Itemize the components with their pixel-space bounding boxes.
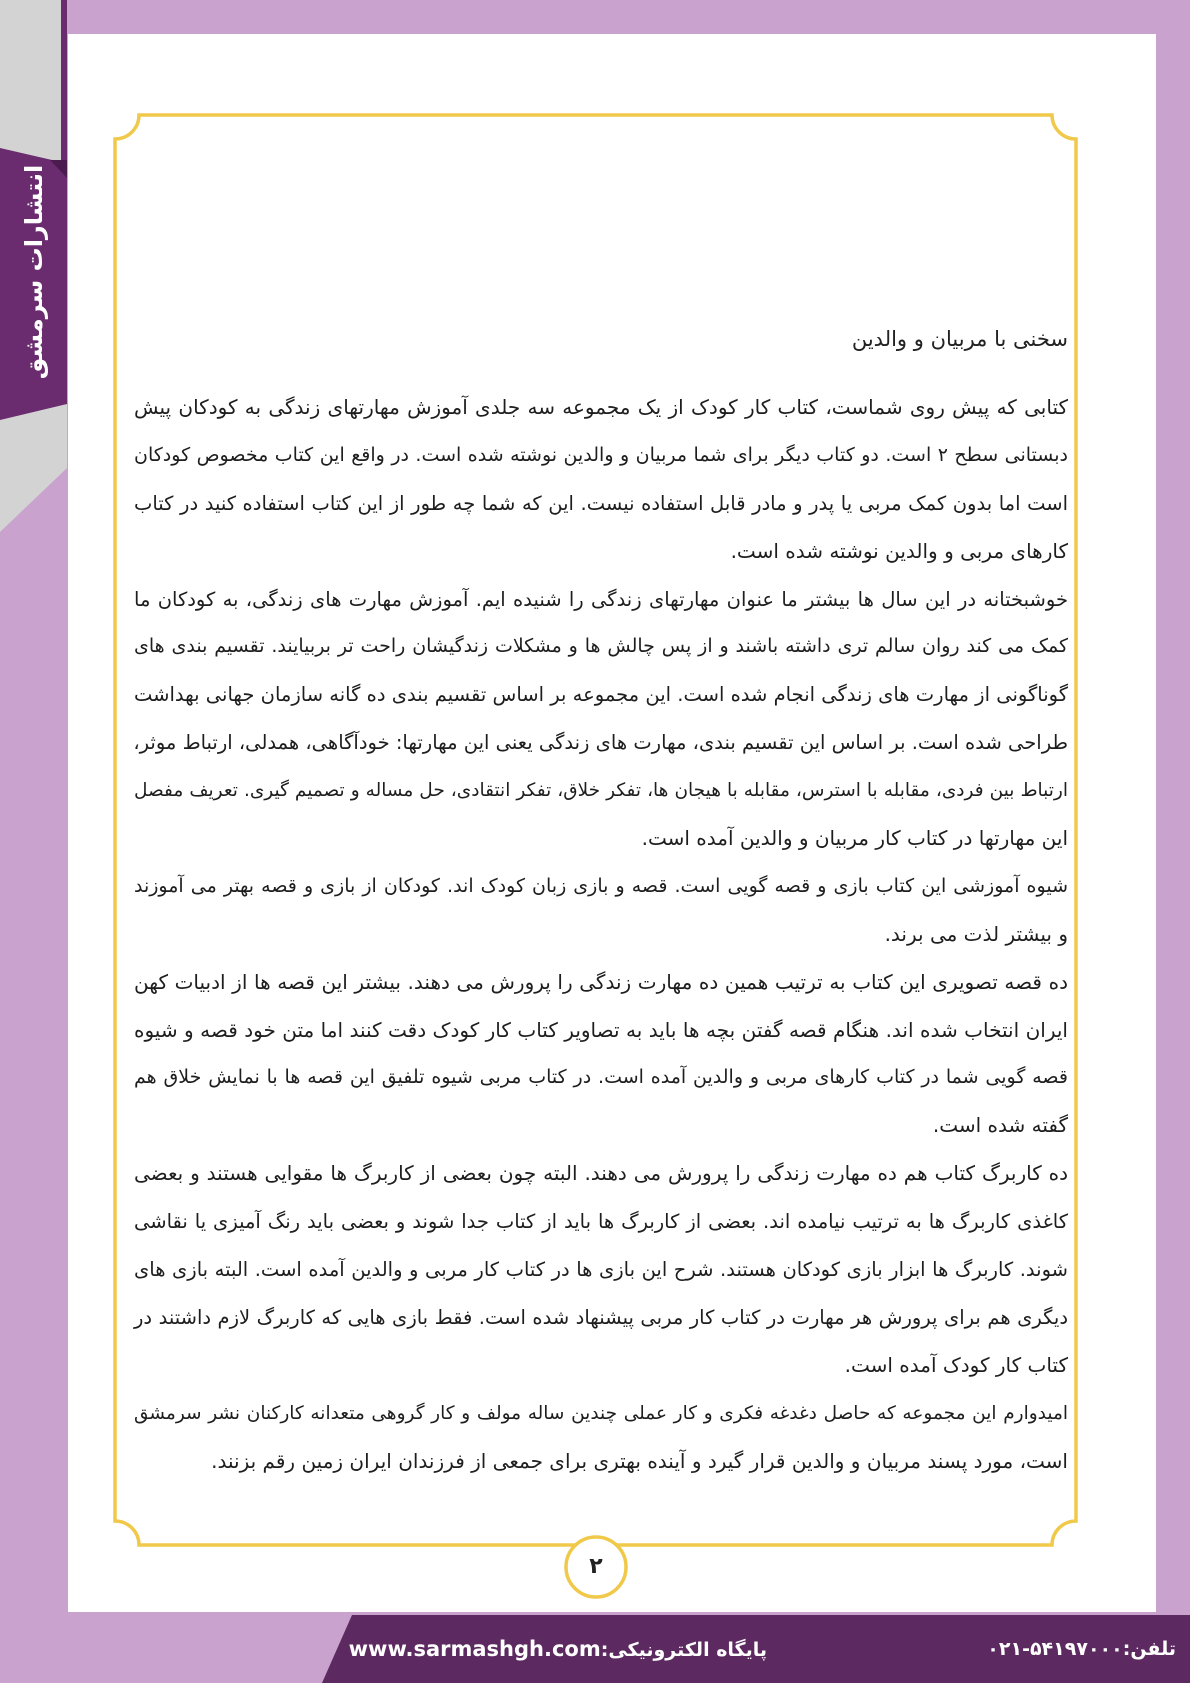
text-line: قصه گویی شما در کتاب کارهای مربی و والدین آمده است. در کتاب مربی شیوه تلفیق این قصه ها با نمایش خلاق هم xyxy=(134,1066,1068,1089)
paragraph xyxy=(134,1150,1068,1389)
text-line: ایران انتخاب شده اند. هنگام قصه گفتن بچه ها باید به تصاویر کتاب کار کودک دقت کنند اما متن خود قصه و شیوه xyxy=(134,1017,1068,1042)
text-line: است اما بدون کمک مربی یا پدر و مادر قابل استفاده نیست. این که شما چه طور از این کتاب استفاده کنید در کتاب xyxy=(134,491,1068,515)
text-line: و بیشتر لذت می برند. xyxy=(884,921,1068,946)
text-line: ارتباط بین فردی، مقابله با استرس، مقابله با هیجان ها، تفکر خلاق، تفکر انتقادی، حل مساله و تصمیم گیری. تعریف مفصل xyxy=(134,780,1068,802)
page-title: سخنی با مربیان و والدین xyxy=(851,327,1068,351)
text-line: است، مورد پسند مربیان و والدین قرار گیرد و آینده بهتری برای جمعی از فرزندان ایران زمین رقم بزنند. xyxy=(211,1448,1068,1473)
text-line: خوشبختانه در این سال ها بیشتر ما عنوان مهارتهای زندگی را شنیده ایم. آموزش مهارت های زندگی، به کودکان ما xyxy=(134,587,1068,611)
website-label: پایگاه الکترونیکی: xyxy=(600,1639,767,1661)
ribbon-stripe xyxy=(61,0,67,175)
publisher-name: انتشارات سرمشق xyxy=(20,164,48,380)
paragraph xyxy=(134,384,1068,576)
text-line: کتابی که پیش روی شماست، کتاب کار کودک از یک مجموعه سه جلدی آموزش مهارتهای زندگی به کودکان پیش xyxy=(134,395,1068,419)
phone-label: تلفن: xyxy=(1122,1638,1176,1660)
phone-number: ۰۲۱-۵۴۱۹۷۰۰۰ xyxy=(987,1638,1123,1660)
text-line: گفته شده است. xyxy=(932,1113,1068,1138)
paragraph xyxy=(134,576,1068,863)
website-url: www.sarmashgh.com xyxy=(348,1637,601,1661)
paragraph xyxy=(134,863,1068,959)
text-line: شوند. کاربرگ ها ابزار بازی کودکان هستند. شرح این بازی ها در کتاب کار مربی و والدین آمده است. البته بازی های xyxy=(134,1258,1068,1282)
text-line: کمک می کند روان سالم تری داشته باشند و از پس چالش ها و مشکلات زندگیشان راحت تر بربیایند. تقسیم بندی های xyxy=(134,635,1068,658)
paragraph xyxy=(134,959,1068,1151)
paragraph xyxy=(134,1390,1068,1486)
text-line: ده قصه تصویری این کتاب به ترتیب همین ده مهارت زندگی را پرورش می دهند. بیشتر این قصه ها از ادبیات کهن xyxy=(134,969,1068,994)
text-line: طراحی شده است. بر اساس این تقسیم بندی، مهارت های زندگی یعنی این مهارتها: خودآگاهی، همدلی، ارتباط موثر، xyxy=(133,731,1068,755)
text-line: کاغذی کاربرگ ها به ترتیب نیامده اند. بعضی از کاربرگ ها باید از کتاب جدا شوند و بعضی باید رنگ آمیزی یا نقاشی xyxy=(134,1210,1068,1234)
page-number: ۲ xyxy=(589,1554,603,1579)
text-line: ده کاربرگ کتاب هم ده مهارت زندگی را پرورش می دهند. البته چون بعضی از کاربرگ ها مقوایی هستند و بعضی xyxy=(134,1161,1068,1186)
text-line: کتاب کار کودک آمده است. xyxy=(844,1352,1068,1377)
text-line: کارهای مربی و والدین نوشته شده است. xyxy=(730,538,1068,563)
body-text xyxy=(134,384,1068,1485)
website-info xyxy=(341,1630,767,1668)
text-line: شیوه آموزشی این کتاب بازی و قصه گویی است. قصه و بازی زبان کودک اند. کودکان از بازی و قصه بهتر می آموزند xyxy=(134,874,1068,897)
phone-info xyxy=(979,1630,1176,1668)
text-line: گوناگونی از مهارت های زندگی انجام شده است. این مجموعه بر اساس تقسیم بندی ده گانه سازمان جهانی بهداشت xyxy=(134,683,1068,707)
text-line: این مهارتها در کتاب کار مربیان و والدین آمده است. xyxy=(641,826,1068,851)
text-line: دبستانی سطح ۲ است. دو کتاب دیگر برای شما مربیان و والدین نوشته شده است. در واقع این کتاب مخصوص کودکان xyxy=(134,443,1068,466)
text-line: امیدوارم این مجموعه که حاصل دغدغه فکری و کار عملی چندین ساله مولف و کار گروهی متعدانه کارکنان نشر سرمشق xyxy=(134,1402,1068,1424)
text-line: دیگری هم برای پرورش هر مهارت در کتاب کار مربی پیشنهاد شده است. فقط بازی هایی که کاربرگ لازم داشتند در xyxy=(134,1305,1068,1329)
